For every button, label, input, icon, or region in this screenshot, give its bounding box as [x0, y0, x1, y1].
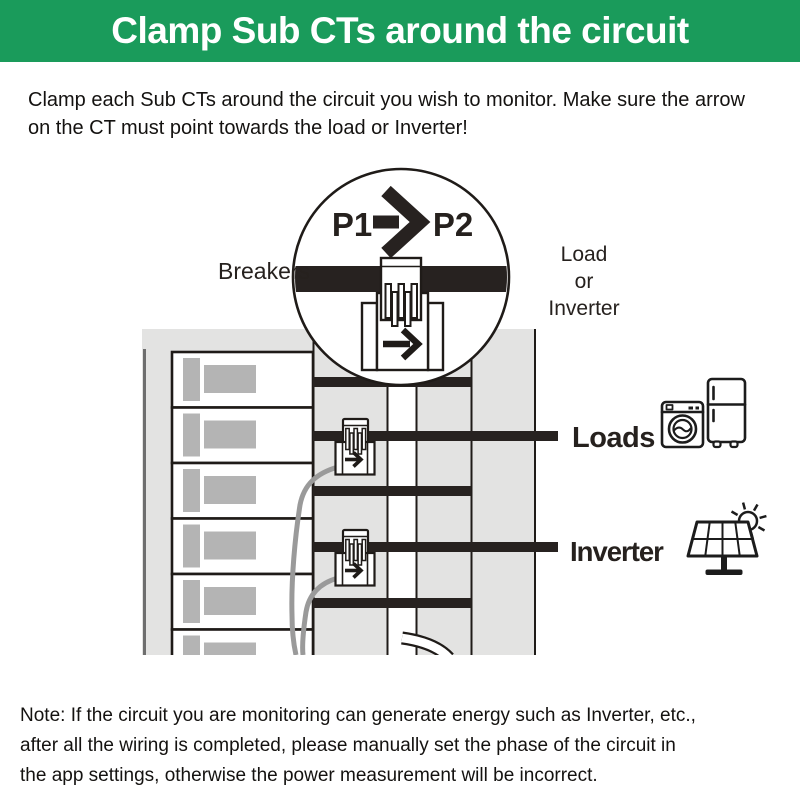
- breaker-row: [172, 463, 313, 519]
- p2-label: P2: [432, 206, 474, 243]
- note-line: Note: If the circuit you are monitoring can generate energy such as Inverter, etc.,: [20, 705, 696, 726]
- instruction-text: [28, 86, 788, 142]
- breakers-label: Breakers: [218, 258, 311, 284]
- note-line: the app settings, otherwise the power measurement will be incorrect.: [20, 765, 598, 786]
- wire-bottom: [313, 598, 471, 608]
- breaker-row: [172, 408, 313, 464]
- refrigerator-icon: [708, 379, 745, 447]
- page-title: Clamp Sub CTs around the circuit: [111, 10, 689, 51]
- load-or-inverter-label: [548, 243, 619, 320]
- washing-machine-icon: [662, 402, 703, 447]
- p1-label: P1: [331, 206, 373, 243]
- title-banner: [0, 0, 800, 62]
- breaker-row: [172, 352, 313, 408]
- solar-panel-icon: [688, 503, 766, 575]
- inverter-label: Inverter: [570, 536, 663, 567]
- note-line: after all the wiring is completed, please manually set the phase of the circuit in: [20, 735, 676, 756]
- magnifier-circle: [290, 169, 512, 385]
- wire-mid: [313, 486, 471, 496]
- load-or-inverter-line: Inverter: [548, 297, 620, 320]
- wiring-diagram: [0, 148, 800, 693]
- load-or-inverter-line: or: [574, 270, 594, 293]
- instruction-line: Clamp each Sub CTs around the circuit you wish to monitor. Make sure the arrow: [28, 89, 745, 111]
- note-text: [20, 701, 792, 791]
- loads-icons: [662, 379, 745, 447]
- instruction-line: on the CT must point towards the load or Inverter!: [28, 117, 468, 139]
- loads-label: Loads: [572, 422, 655, 454]
- load-or-inverter-line: Load: [560, 243, 608, 266]
